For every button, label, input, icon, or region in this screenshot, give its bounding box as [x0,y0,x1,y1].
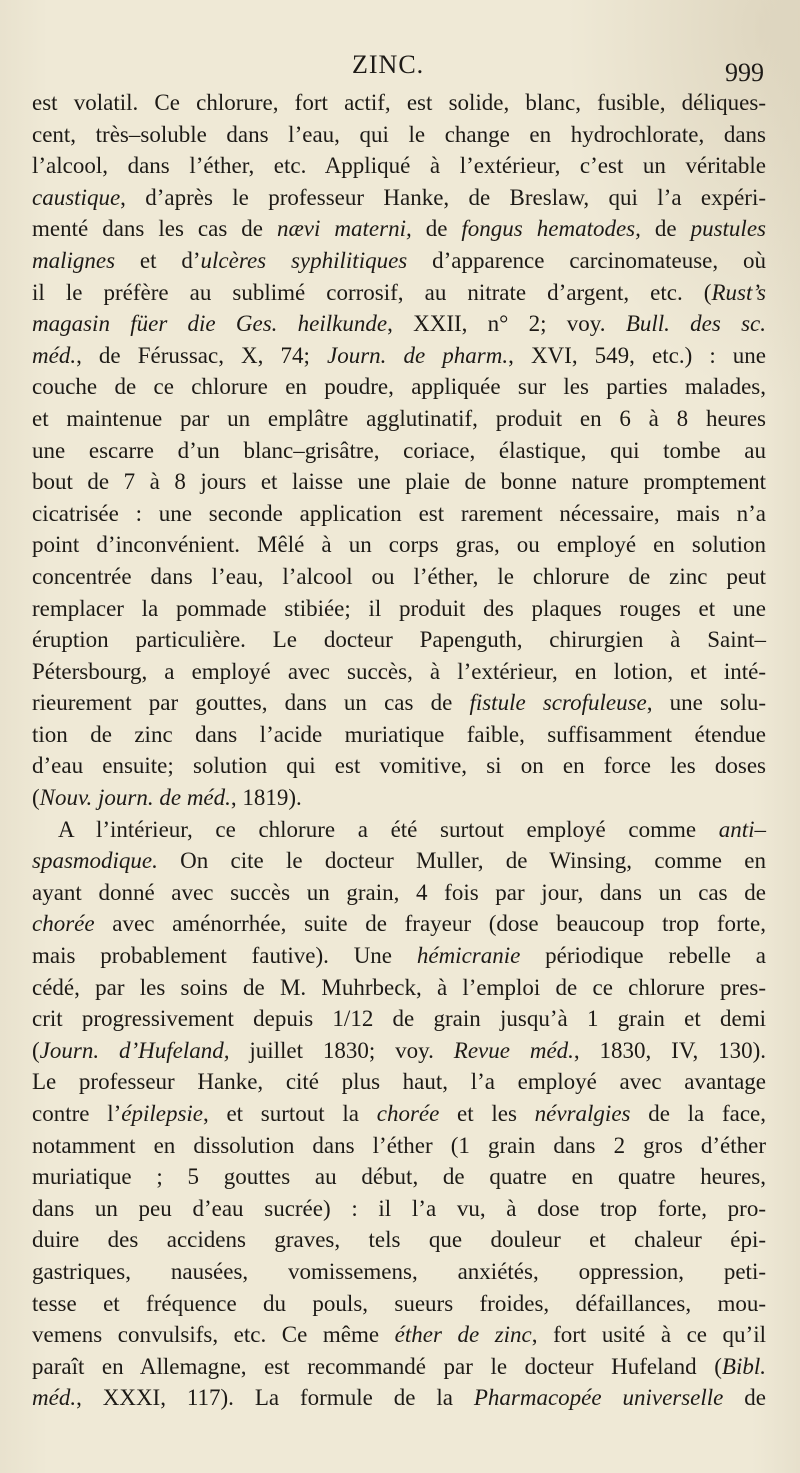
text-segment: point d’inconvénient. Mêlé à un corps gras, ou employé en solution [32,532,766,558]
text-segment: de [411,216,462,242]
text-line [32,498,766,530]
text-segment: tesse et fréquence du pouls, sueurs froides, défaillances, mou- [32,1290,766,1316]
text-line [32,687,766,719]
italic-text: nævi materni, [276,216,412,242]
italic-text: fistule scrofuleuse [469,690,647,716]
text-segment: , XVI, 549, etc.) : une [508,342,767,368]
italic-text: Rust’s [711,279,766,305]
text-line [32,719,766,751]
italic-text: Journ. de pharm. [326,342,509,368]
text-segment: vemens convulsifs, etc. Ce même [32,1322,395,1348]
italic-text: malignes [32,247,116,273]
italic-text: chorée [32,911,95,937]
text-segment: , XXXI, 117). La formule de la [76,1385,474,1411]
text-line [32,1319,766,1351]
text-segment: une escarre d’un blanc–grisâtre, coriace, élastique, qui tombe au [32,437,766,463]
text-line [32,624,766,656]
text-segment: avec aménorrhée, suite de frayeur (dose beaucoup trop forte, [94,911,766,937]
text-line [32,529,766,561]
text-line [32,1130,766,1162]
text-line [32,750,766,782]
text-segment: bout de 7 à 8 jours et laisse une plaie de bonne nature promptement [32,469,766,495]
text-segment: , de Férussac, X, 74; [76,342,327,368]
italic-text: Pharmacopée universelle [473,1385,724,1411]
italic-text: Revue méd. [453,1037,574,1063]
text-segment: , d’après le professeur Hanke, de Breslaw, qui l’a expéri- [120,184,766,210]
text-line [32,182,766,214]
text-line [32,1351,766,1383]
text-segment: muriatique ; 5 gouttes au début, de quatre en quatre heures, [32,1164,766,1190]
text-line [32,1035,766,1067]
italic-text: hémicranie [416,943,521,969]
text-line [32,1003,766,1035]
italic-text: spasmodique. [32,848,158,874]
text-segment: notamment en dissolution dans l’éther (1 grain dans 2 gros d’éther [32,1132,766,1158]
text-segment: est volatil. Ce chlorure, fort actif, est solide, blanc, fusible, déliques- [32,90,766,115]
text-segment: remplacer la pommade stibiée; il produit des plaques rouges et une [32,595,766,621]
text-line [32,782,766,814]
text-segment: concentrée dans l’eau, l’alcool ou l’éther, le chlorure de zinc peut [32,563,766,589]
text-line [32,1288,766,1320]
text-segment: ayant donné avec succès un grain, 4 fois par jour, dans un cas de [32,879,766,905]
text-segment: l’alcool, dans l’éther, etc. Appliqué à l’extérieur, c’est un véritable [32,153,766,179]
text-line [32,877,766,909]
text-segment: et les [439,1101,535,1126]
text-segment: ( [32,1037,40,1063]
text-segment: , 1819). [230,785,302,811]
text-segment: contre l’ [32,1101,122,1126]
text-segment: On cite le docteur Muller, de Winsing, comme en [157,848,766,874]
text-line [32,908,766,940]
text-line [32,435,766,467]
text-segment: mais probablement fautive). Une [32,943,417,969]
page-header [0,50,800,90]
italic-text: fongus hematodes, [461,216,641,242]
italic-text: Nouv. journ. de méd. [39,785,231,811]
text-line [32,1224,766,1256]
text-segment: et maintenue par un emplâtre agglutinatif, produit en 6 à 8 heures [32,405,766,431]
italic-text: magasin füer die Ges. heilkunde [32,311,388,337]
text-line [32,308,766,340]
text-line [32,371,766,403]
text-segment: cédé, par les soins de M. Muhrbeck, à l’emploi de ce chlorure pres- [32,974,766,1000]
text-segment: de [723,1385,766,1411]
italic-text: anti– [718,816,766,842]
text-segment: Pétersbourg, a employé avec succès, à l’extérieur, en lotion, et inté- [32,658,766,684]
text-line [32,814,766,846]
text-segment: A l’intérieur, ce chlorure a été surtout employé comme [58,816,719,842]
italic-text: épilepsie [121,1101,203,1126]
text-segment: crit progressivement depuis 1/12 de grain jusqu’à 1 grain et demi [32,1006,766,1032]
page-number: 999 [725,58,764,87]
italic-text: chorée [376,1101,440,1126]
text-line [32,1161,766,1193]
text-segment: , et surtout la [203,1101,377,1126]
text-segment: , une solu- [646,690,766,716]
text-segment: de [640,216,691,242]
text-segment: menté dans les cas de [32,216,277,242]
text-segment: cicatrisée : une seconde application est rarement nécessaire, mais n’a [32,500,766,526]
text-segment: et d’ [115,247,201,273]
italic-text: Bull. des sc. [625,311,766,337]
text-segment: ( [32,785,40,811]
text-segment: , fort usité à ce qu’il [531,1322,766,1348]
text-line [32,940,766,972]
text-line [32,1382,766,1414]
text-segment: d’eau ensuite; solution qui est vomitive, si on en force les doses [32,753,766,779]
text-line [32,1066,766,1098]
text-line [32,972,766,1004]
text-line [32,213,766,245]
text-line [32,1098,766,1130]
text-segment: dans un peu d’eau sucrée) : il l’a vu, à dose trop forte, pro- [32,1195,766,1221]
italic-text: méd. [32,342,77,368]
text-line [32,466,766,498]
body-text [32,87,766,1414]
text-segment: paraît en Allemagne, est recommandé par le docteur Hufeland ( [32,1353,722,1379]
text-segment: couche de ce chlorure en poudre, appliquée sur les parties malades, [32,374,766,400]
text-line [32,119,766,151]
text-line [32,656,766,688]
text-line [32,845,766,877]
italic-text: Journ. d’Hufeland, [39,1037,230,1063]
text-segment: juillet 1830; voy. [229,1037,454,1063]
text-line [32,1193,766,1225]
italic-text: éther de zinc [394,1322,532,1348]
text-segment: gastriques, nausées, vomissemens, anxiétés, oppression, peti- [32,1258,766,1284]
text-line [32,150,766,182]
text-line [32,340,766,372]
italic-text: Bibl. [721,1353,766,1379]
italic-text: caustique [32,184,121,210]
text-segment: de la face, [630,1101,767,1126]
text-line [32,561,766,593]
text-line [32,245,766,277]
text-segment: périodique rebelle a [520,943,766,969]
text-line [32,277,766,309]
running-title: ZINC. [352,50,425,79]
text-line [32,593,766,625]
text-line [32,403,766,435]
italic-text: névralgies [534,1101,631,1126]
italic-text: pustules [690,216,766,242]
text-line [32,87,766,119]
text-segment: tion de zinc dans l’acide muriatique faible, suffisamment étendue [32,721,766,747]
text-segment: duire des accidens graves, tels que douleur et chaleur épi- [32,1227,766,1253]
italic-text: ulcères syphilitiques [200,247,408,273]
text-segment: d’apparence carcinomateuse, où [407,247,766,273]
text-segment: Le professeur Hanke, cité plus haut, l’a employé avec avantage [32,1069,766,1095]
text-segment: , XXII, n° 2; voy. [387,311,626,337]
italic-text: méd. [32,1385,77,1411]
text-segment: , 1830, IV, 130). [573,1037,766,1063]
text-segment: rieurement par gouttes, dans un cas de [32,690,470,716]
text-segment: éruption particulière. Le docteur Papenguth, chirurgien à Saint– [32,627,766,653]
text-line [32,1256,766,1288]
text-segment: cent, très–soluble dans l’eau, qui le change en hydrochlorate, dans [32,121,766,147]
text-segment: il le préfère au sublimé corrosif, au nitrate d’argent, etc. ( [32,279,712,305]
